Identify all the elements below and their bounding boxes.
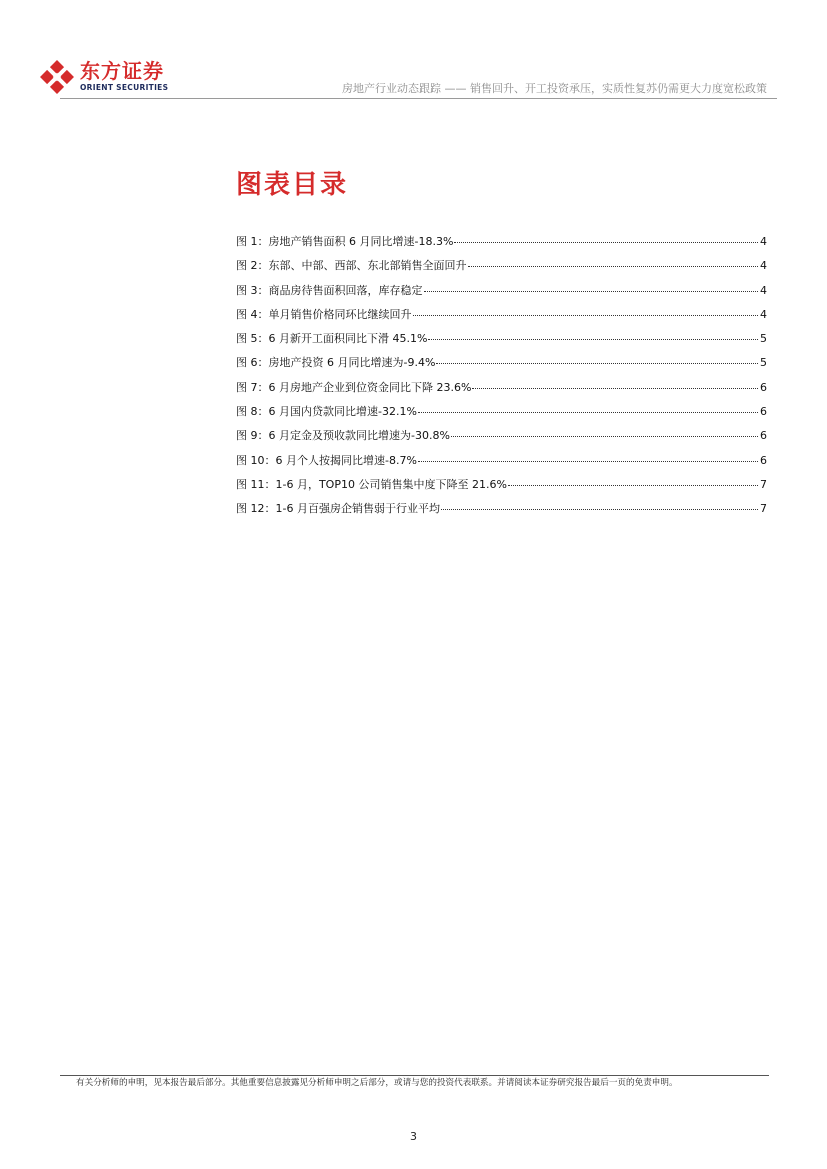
dot-leader [418, 400, 758, 413]
toc-entry-page: 6 [760, 380, 767, 394]
toc-entry-label: 图 1：房地产销售面积 6 月同比增速-18.3% [236, 235, 454, 248]
toc-entry[interactable] [236, 232, 767, 256]
report-title: 房地产行业动态跟踪 —— 销售回升、开工投资承压，实质性复苏仍需更大力度宽松政策 [342, 82, 767, 95]
toc-entry-label: 图 8：6 月国内贷款同比增速-32.1% [236, 405, 417, 419]
toc-entry-page: 4 [760, 283, 767, 297]
toc-entry-page: 6 [760, 405, 767, 419]
toc-entry-page: 7 [760, 477, 767, 491]
page-title: 图表目录 [236, 170, 349, 200]
toc-entry[interactable] [236, 451, 767, 475]
toc-entry-page: 7 [760, 502, 767, 516]
dot-leader [451, 424, 758, 437]
toc-entry[interactable] [236, 475, 767, 499]
dot-leader [508, 473, 758, 486]
dot-leader [428, 327, 758, 340]
dot-leader [413, 303, 759, 316]
company-logo [40, 60, 176, 96]
dot-leader [436, 351, 758, 364]
toc-entry[interactable] [236, 305, 767, 329]
toc-entry-label: 图 4：单月销售价格同环比继续回升 [236, 307, 412, 321]
toc-entry[interactable] [236, 426, 767, 450]
toc-entry-label: 图 12：1-6 月百强房企销售弱于行业平均 [236, 502, 440, 516]
toc-entry-label: 图 2：东部、中部、西部、东北部销售全面回升 [236, 259, 467, 273]
page-number: 3 [410, 1130, 417, 1143]
toc-entry-label: 图 6：房地产投资 6 月同比增速为-9.4% [236, 356, 436, 370]
toc-entry-label: 图 5：6 月新开工面积同比下滑 45.1% [236, 332, 428, 346]
toc-entry[interactable] [236, 378, 767, 402]
orient-logo-icon [40, 60, 74, 94]
toc-entry[interactable] [236, 402, 767, 426]
dot-leader [424, 279, 759, 292]
dot-leader [468, 254, 759, 267]
logo-chinese-name: 东方证券 [80, 59, 164, 83]
toc-entry-page: 6 [760, 453, 767, 467]
toc-entry[interactable] [236, 256, 767, 280]
toc-entry-page: 5 [760, 356, 767, 370]
dot-leader [454, 230, 758, 243]
toc-entry-label: 图 11：1-6 月，TOP10 公司销售集中度下降至 21.6% [236, 477, 507, 491]
toc-entry-page: 4 [760, 235, 767, 248]
toc-entry-label: 图 10：6 月个人按揭同比增速-8.7% [236, 453, 417, 467]
toc-entry-page: 4 [760, 307, 767, 321]
disclaimer-text: 有关分析师的申明，见本报告最后部分。其他重要信息披露见分析师申明之后部分，或请与您的投资代表联系。并请阅读本证券研究报告最后一页的免责申明。 [76, 1078, 678, 1088]
toc-entry-page: 6 [760, 429, 767, 443]
toc-entry-label: 图 9：6 月定金及预收款同比增速为-30.8% [236, 429, 450, 443]
toc-entry[interactable] [236, 281, 767, 305]
toc-entry-label: 图 7：6 月房地产企业到位资金同比下降 23.6% [236, 380, 472, 394]
toc-entry[interactable] [236, 329, 767, 353]
dot-leader [472, 376, 758, 389]
logo-english-name: ORIENT SECURITIES [80, 83, 169, 92]
dot-leader [418, 449, 758, 462]
toc-entry[interactable] [236, 499, 767, 523]
toc-entry-page: 5 [760, 332, 767, 346]
toc-entry-label: 图 3：商品房待售面积回落，库存稳定 [236, 283, 423, 297]
figure-index-list [236, 232, 767, 524]
header-divider [60, 98, 777, 99]
toc-entry-page: 4 [760, 259, 767, 273]
toc-entry[interactable] [236, 353, 767, 377]
dot-leader [441, 497, 758, 510]
